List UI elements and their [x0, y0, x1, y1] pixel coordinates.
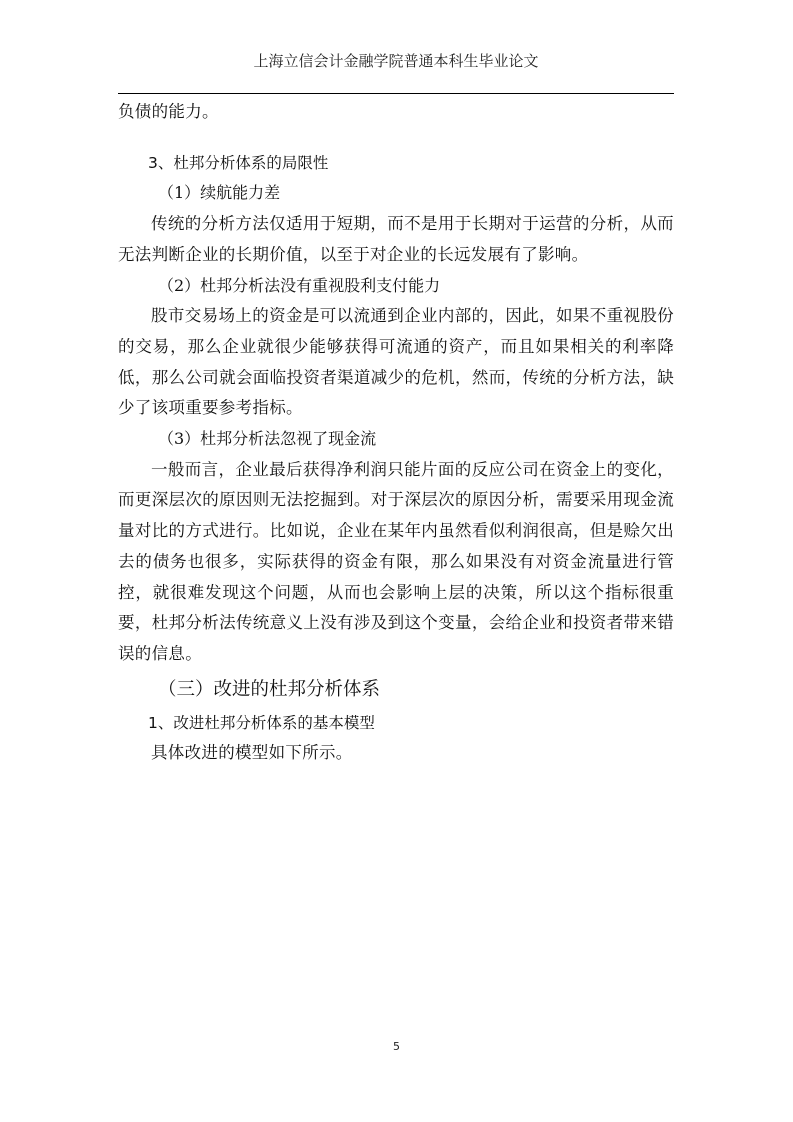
paragraph-cashflow: 一般而言，企业最后获得净利润只能片面的反应公司在资金上的变化，而更深层次的原因则无法挖掘到。对于深层次的原因分析，需要采用现金流量对比的方式进行。比如说，企业在某年内虽然看似利润很高，但是赊欠出去的债务也很多，实际获得的资金有限，那么如果没有对资金流量进行管控，就很难发现这个问题，从而也会影响上层的决策，所以这个指标很重要，杜邦分析法传统意义上没有涉及到这个变量，会给企业和投资者带来错误的信息。	[118, 459, 674, 663]
header-divider	[118, 93, 674, 94]
paragraph-dividend: 股市交易场上的资金是可以流通到企业内部的，因此，如果不重视股份的交易，那么企业就很少能够获得可流通的资产，而且如果相关的利率降低，那么公司就会面临投资者渠道减少的危机，然而，传统的分析方法，缺少了该项重要参考指标。	[118, 306, 674, 418]
document-body	[118, 97, 674, 769]
page-number: 5	[393, 1040, 400, 1053]
paragraph-basic-model: 具体改进的模型如下所示。	[151, 743, 353, 763]
subheading-cashflow: （3）杜邦分析法忽视了现金流	[158, 429, 377, 449]
page-header: 上海立信会计金融学院普通本科生毕业论文	[253, 52, 539, 70]
section-heading-basic-model: 1、改进杜邦分析体系的基本模型	[148, 713, 375, 732]
paragraph-endurance: 传统的分析方法仅适用于短期，而不是用于长期对于运营的分析，从而无法判断企业的长期价值，以至于对企业的长远发展有了影响。	[118, 214, 674, 264]
subheading-endurance: （1）续航能力差	[158, 183, 281, 203]
section-heading-limitations: 3、杜邦分析体系的局限性	[148, 153, 329, 172]
continuation-paragraph: 负债的能力。	[118, 102, 219, 121]
subheading-dividend: （2）杜邦分析法没有重视股利支付能力	[158, 275, 441, 295]
part-heading-improved-dupont: （三）改进的杜邦分析体系	[158, 678, 381, 700]
